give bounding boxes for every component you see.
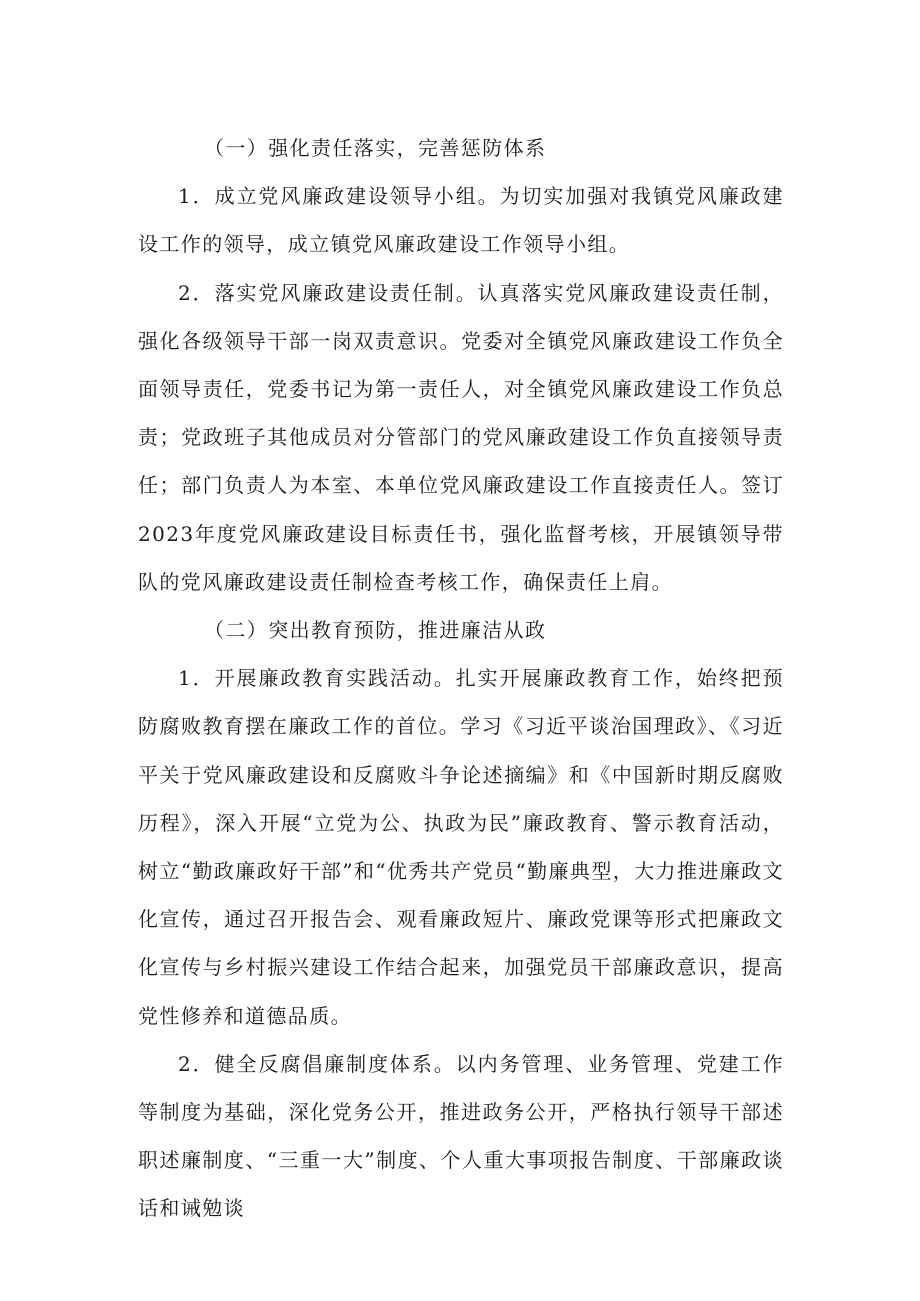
paragraph-1-2: 2．落实党风廉政建设责任制。认真落实党风廉政建设责任制，强化各级领导干部一岗双责意识。党委对全镇党风廉政建设工作负全面领导责任，党委书记为第一责任人，对全镇党风廉政建设工作负总责；党政班子其他成员对分管部门的党风廉政建设工作负直接领导责任；部门负责人为本室、本单位党风廉政建设工作直接责任人。签订2023年度党风廉政建设目标责任书，强化监督考核，开展镇领导带队的党风廉政建设责任制检查考核工作，确保责任上肩。	[138, 280, 784, 594]
section-heading-1: （一）强化责任落实，完善惩防体系	[204, 136, 547, 160]
paragraph-1-1: 1．成立党风廉政建设领导小组。为切实加强对我镇党风廉政建设工作的领导，成立镇党风廉政建设工作领导小组。	[138, 184, 784, 257]
section-heading-2: （二）突出教育预防，推进廉洁从政	[204, 618, 547, 643]
paragraph-2-1: 1．开展廉政教育实践活动。扎实开展廉政教育工作，始终把预防腐败教育摆在廉政工作的首位。学习《习近平谈治国理政》、《习近平关于党风廉政建设和反腐败斗争论述摘编》和《中国新时期反腐败历程》，深入开展“立党为公、执政为民”廉政教育、警示教育活动，树立“勤政廉政好干部”和“优秀共产党员“勤廉典型，大力推进廉政文化宣传，通过召开报告会、观看廉政短片、廉政党课等形式把廉政文化宣传与乡村振兴建设工作结合起来，加强党员干部廉政意识，提高党性修养和道德品质。	[138, 666, 784, 1028]
document-body	[138, 124, 784, 1233]
paragraph-2-2: 2．健全反腐倡廉制度体系。以内务管理、业务管理、党建工作等制度为基础，深化党务公开，推进政务公开，严格执行领导干部述职述廉制度、“三重一大”制度、个人重大事项报告制度、干部廉政谈话和诫勉谈	[138, 1051, 784, 1221]
